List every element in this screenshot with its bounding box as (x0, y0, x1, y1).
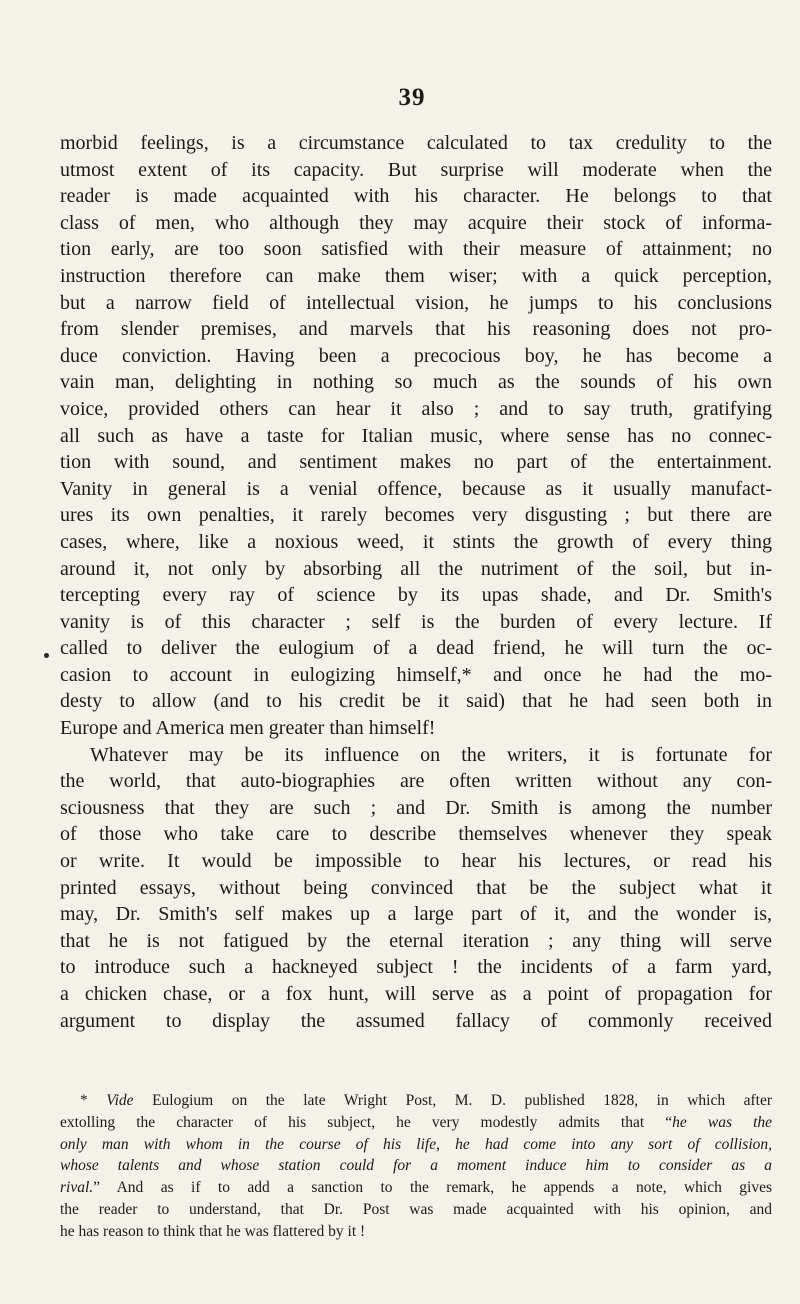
text-line: class of men, who although they may acquire their stock of informa- (60, 211, 772, 234)
text-line: vanity is of this character ; self is the burden of every lecture. If (60, 610, 772, 633)
footnote-line: he has reason to think that he was flattered by it ! (60, 1222, 366, 1240)
text-line: reader is made acquainted with his character. He belongs to that (60, 185, 772, 208)
footnote-italic: rival. (60, 1179, 94, 1197)
footnote-italic: whose talents and whose station could for a moment induce him to consider as a (60, 1157, 772, 1175)
page-number: 39 (398, 84, 426, 111)
text-line: that he is not fatigued by the eternal iteration ; any thing will serve (60, 929, 772, 952)
text-line: around it, not only by absorbing all the nutriment of the soil, but in- (60, 557, 772, 580)
text-line: of those who take care to describe themselves whenever they speak (60, 823, 772, 846)
text-line: the world, that auto-biographies are often written without any con- (60, 770, 772, 793)
footnote-marker: * (80, 1092, 88, 1109)
text-line: Whatever may be its influence on the writers, it is fortunate for (90, 743, 772, 766)
text-line: casion to account in eulogizing himself,* and once he had the mo- (60, 663, 772, 686)
footnote-line (60, 1134, 772, 1156)
text-line: tercepting every ray of science by its upas shade, and Dr. Smith's (60, 584, 772, 607)
text-line: may, Dr. Smith's self makes up a large part of it, and the wonder is, (60, 903, 772, 926)
text-line: or write. It would be impossible to hear his lectures, or read his (60, 850, 772, 873)
text-line: all such as have a taste for Italian music, where sense has no connec- (60, 424, 772, 447)
text-line: printed essays, without being convinced that be the subject what it (60, 876, 772, 899)
footnote-line: the reader to understand, that Dr. Post was made acquainted with his opinion, and (60, 1200, 772, 1218)
text-line: tion with sound, and sentiment makes no part of the entertainment. (60, 451, 772, 474)
text-line: utmost extent of its capacity. But surprise will moderate when the (60, 158, 772, 181)
text-line: a chicken chase, or a fox hunt, will serve as a point of propagation for (60, 983, 772, 1005)
text-line: morbid feelings, is a circumstance calculated to tax credulity to the (60, 132, 772, 154)
text-line: voice, provided others can hear it also ; and to say truth, gratifying (60, 397, 772, 420)
text-line: cases, where, like a noxious weed, it stints the growth of every thing (60, 530, 772, 553)
footnote-italic: only man with whom in the course of his life, he had come into any sort of collision, (60, 1135, 772, 1153)
footnote-line (60, 1155, 772, 1177)
text-line: sciousness that they are such ; and Dr. Smith is among the number (60, 796, 772, 819)
footnote-text: extolling the character of his subject, he very modestly admits that “ (60, 1113, 673, 1131)
text-line: desty to allow (and to his credit be it said) that he had seen both in (60, 690, 772, 713)
footnote-line (60, 1112, 772, 1134)
text-line: tion early, are too soon satisfied with their measure of attainment; no (60, 238, 772, 261)
text-line: vain man, delighting in nothing so much as the sounds of his own (60, 371, 772, 394)
text-line: Europe and America men greater than himself! (60, 717, 436, 740)
footnote-line (60, 1090, 772, 1112)
body-text (60, 130, 772, 1034)
footnote-text: ” And as if to add a sanction to the remark, he appends a note, which gives (93, 1179, 772, 1197)
text-line: from slender premises, and marvels that his reasoning does not pro- (60, 318, 772, 341)
footnote-italic: Vide (106, 1092, 134, 1109)
footnote-line (60, 1177, 772, 1199)
text-line: but a narrow field of intellectual vision, he jumps to his conclusions (60, 291, 772, 314)
text-line: Vanity in general is a venial offence, because as it usually manufact- (60, 477, 772, 500)
text-line: to introduce such a hackneyed subject ! the incidents of a farm yard, (60, 956, 772, 979)
text-line: ures its own penalties, it rarely becomes very disgusting ; but there are (60, 504, 772, 527)
text-line: called to deliver the eulogium of a dead friend, he will turn the oc- (60, 637, 772, 660)
footnote-italic: he was the (672, 1113, 772, 1131)
text-line: duce conviction. Having been a precocious boy, he has become a (60, 344, 772, 367)
stray-ink-mark (44, 653, 49, 658)
text-line: instruction therefore can make them wiser; with a quick perception, (60, 264, 772, 287)
footnote-text: Eulogium on the late Wright Post, M. D. published 1828, in which after (152, 1092, 772, 1109)
text-line: argument to display the assumed fallacy of commonly received (60, 1009, 772, 1032)
footnote (60, 1090, 772, 1243)
